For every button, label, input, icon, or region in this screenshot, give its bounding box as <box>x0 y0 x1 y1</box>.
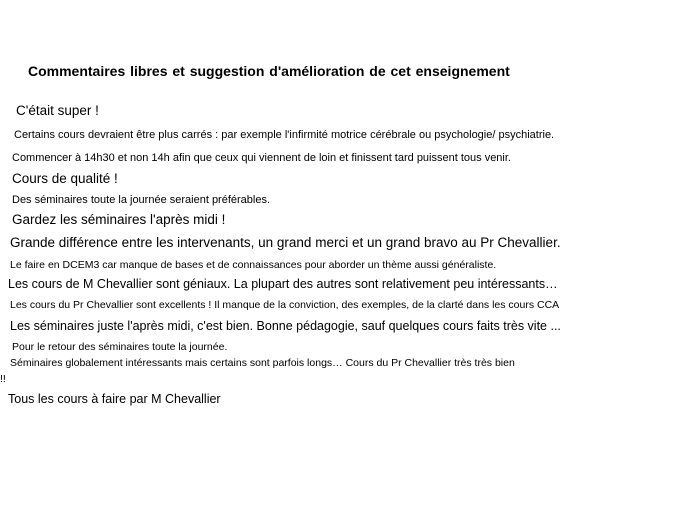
comment-item: Tous les cours à faire par M Chevallier <box>8 392 221 406</box>
section-title: Commentaires libres et suggestion d'amélioration de cet enseignement <box>28 63 510 79</box>
comment-item: Commencer à 14h30 et non 14h afin que ceux qui viennent de loin et finissent tard puissent tous venir. <box>12 152 511 164</box>
comment-item: Les séminaires juste l'après midi, c'est bien. Bonne pédagogie, sauf quelques cours faits très vite ... <box>10 319 561 333</box>
comment-item: Le faire en DCEM3 car manque de bases et de connaissances pour aborder un thème aussi généraliste. <box>10 259 497 271</box>
comment-item: Les cours de M Chevallier sont géniaux. La plupart des autres sont relativement peu intéressants… <box>8 277 558 291</box>
comment-item: Séminaires globalement intéressants mais certains sont parfois longs… Cours du Pr Chevallier très très bien <box>10 357 515 369</box>
comment-item: C'était super ! <box>16 103 99 118</box>
comment-item: Des séminaires toute la journée seraient préférables. <box>12 194 271 206</box>
comment-item: Les cours du Pr Chevallier sont excellents ! Il manque de la conviction, des exemples, de la clarté dans les cours CCA <box>10 299 560 311</box>
comment-item: Pour le retour des séminaires toute la journée. <box>12 341 228 353</box>
comment-item: Cours de qualité ! <box>12 171 118 186</box>
comment-item: !! <box>0 373 6 385</box>
comment-item: Certains cours devraient être plus carrés : par exemple l'infirmité motrice cérébrale ou psychologie/ psychiatrie. <box>14 129 555 141</box>
comment-item: Grande différence entre les intervenants, un grand merci et un grand bravo au Pr Chevallier. <box>10 235 561 250</box>
comment-item: Gardez les séminaires l'après midi ! <box>12 212 226 227</box>
